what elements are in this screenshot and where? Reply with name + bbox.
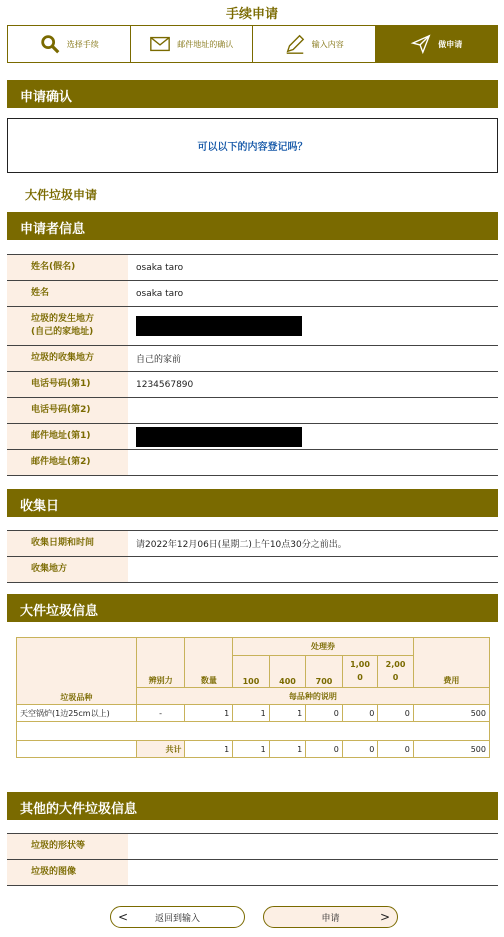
col-fee: 费用 bbox=[413, 638, 489, 688]
table-row bbox=[7, 860, 498, 886]
back-button-label: 返回到输入 bbox=[154, 913, 200, 924]
field-value: 自己的家前 bbox=[136, 355, 182, 365]
submit-button[interactable] bbox=[263, 906, 398, 928]
field-value: 1234567890 bbox=[136, 379, 194, 390]
cell-700: 0 bbox=[306, 705, 343, 722]
step-indicator bbox=[7, 25, 498, 63]
cell-1000: 0 bbox=[342, 705, 378, 722]
section-other-header: 其他的大件垃圾信息 bbox=[7, 792, 498, 820]
form-title: 大件垃圾申请 bbox=[25, 188, 98, 202]
field-value bbox=[128, 450, 498, 475]
field-label: 垃圾的形状等 bbox=[7, 834, 128, 859]
field-label: 垃圾的图像 bbox=[7, 860, 128, 885]
section-applicant-header: 申请者信息 bbox=[7, 212, 498, 240]
send-icon bbox=[410, 33, 432, 55]
field-label: 姓名(假名) bbox=[7, 255, 128, 280]
section-confirm-header: 申请确认 bbox=[7, 80, 498, 108]
field-label: 收集日期和时间 bbox=[7, 531, 128, 556]
collection-table bbox=[7, 530, 498, 583]
step-label: 输入内容 bbox=[311, 39, 344, 49]
chevron-right-icon: > bbox=[379, 910, 390, 924]
applicant-table bbox=[7, 254, 498, 476]
field-value bbox=[128, 424, 498, 449]
cell-description bbox=[17, 722, 490, 741]
total-label: 共计 bbox=[136, 741, 185, 758]
table-row bbox=[7, 307, 498, 346]
total-700: 0 bbox=[306, 741, 343, 758]
search-icon bbox=[39, 33, 61, 55]
redacted-email bbox=[136, 427, 302, 447]
chevron-left-icon: < bbox=[118, 910, 129, 924]
total-1000: 0 bbox=[342, 741, 378, 758]
submit-button-label: 申请 bbox=[321, 913, 340, 924]
confirm-message: 可以以下的内容登记吗？ bbox=[197, 142, 308, 153]
field-value: osaka taro bbox=[136, 288, 184, 299]
total-row bbox=[17, 741, 490, 758]
field-label: 收集地方 bbox=[7, 557, 128, 582]
col-2000: 2,00 0 bbox=[378, 655, 414, 687]
goods-table bbox=[16, 637, 490, 758]
cell-ident: - bbox=[136, 705, 185, 722]
mail-icon bbox=[149, 33, 171, 55]
cell-qty: 1 bbox=[185, 705, 233, 722]
field-label: 邮件地址(第2) bbox=[7, 450, 128, 475]
table-row bbox=[7, 557, 498, 583]
page-title: 手续申请 bbox=[225, 7, 278, 22]
step-label: 邮件地址的确认 bbox=[177, 39, 234, 49]
col-400: 400 bbox=[269, 655, 306, 687]
step-label: 选择手续 bbox=[66, 39, 99, 49]
redacted-address bbox=[136, 316, 302, 336]
table-row bbox=[17, 705, 490, 722]
field-label: 姓名 bbox=[7, 281, 128, 306]
table-row bbox=[7, 346, 498, 372]
total-qty: 1 bbox=[185, 741, 233, 758]
table-row bbox=[7, 255, 498, 281]
table-header-row bbox=[17, 638, 490, 656]
col-tickets: 处理券 bbox=[233, 638, 414, 656]
total-2000: 0 bbox=[378, 741, 414, 758]
table-row bbox=[7, 398, 498, 424]
field-value bbox=[128, 860, 498, 885]
step-select-procedure bbox=[8, 26, 131, 62]
table-row bbox=[17, 722, 490, 741]
field-value bbox=[128, 307, 498, 345]
step-label: 做申请 bbox=[438, 39, 463, 49]
table-row bbox=[7, 450, 498, 476]
field-value bbox=[128, 398, 498, 423]
total-400: 1 bbox=[269, 741, 306, 758]
field-label: 电话号码(第2) bbox=[7, 398, 128, 423]
col-700: 700 bbox=[306, 655, 343, 687]
col-100: 100 bbox=[233, 655, 270, 687]
cell-100: 1 bbox=[233, 705, 270, 722]
back-button[interactable] bbox=[110, 906, 245, 928]
step-email-confirm bbox=[131, 26, 254, 62]
field-label: 垃圾的收集地方 bbox=[7, 346, 128, 371]
table-row bbox=[7, 372, 498, 398]
cell-empty bbox=[17, 741, 137, 758]
other-table bbox=[7, 833, 498, 886]
col-qty: 数量 bbox=[185, 638, 233, 688]
step-input-content bbox=[253, 26, 376, 62]
cell-item: 天空锅炉(1边25cm以上) bbox=[17, 705, 137, 722]
pencil-icon bbox=[284, 33, 306, 55]
col-item: 垃圾品种 bbox=[17, 638, 137, 705]
field-label: 电话号码(第1) bbox=[7, 372, 128, 397]
field-value bbox=[128, 834, 498, 859]
field-value: 请2022年12月06日(星期二)上午10点30分之前出。 bbox=[136, 540, 347, 550]
col-1000: 1,00 0 bbox=[342, 655, 378, 687]
table-row bbox=[7, 531, 498, 557]
cell-2000: 0 bbox=[378, 705, 414, 722]
field-value bbox=[128, 557, 498, 582]
col-desc: 每品种的说明 bbox=[136, 688, 489, 705]
total-fee: 500 bbox=[413, 741, 489, 758]
field-value: osaka taro bbox=[136, 262, 184, 273]
col-ident: 辨别力 bbox=[136, 638, 185, 688]
section-goods-header: 大件垃圾信息 bbox=[7, 594, 498, 622]
section-collection-header: 收集日 bbox=[7, 489, 498, 517]
cell-400: 1 bbox=[269, 705, 306, 722]
total-100: 1 bbox=[233, 741, 270, 758]
field-label: 垃圾的发生地方 (自己的家地址) bbox=[7, 307, 128, 345]
step-apply bbox=[376, 26, 498, 62]
cell-fee: 500 bbox=[413, 705, 489, 722]
table-row bbox=[7, 281, 498, 307]
field-label: 邮件地址(第1) bbox=[7, 424, 128, 449]
table-row bbox=[7, 834, 498, 860]
confirm-message-box bbox=[7, 118, 498, 173]
table-row bbox=[7, 424, 498, 450]
